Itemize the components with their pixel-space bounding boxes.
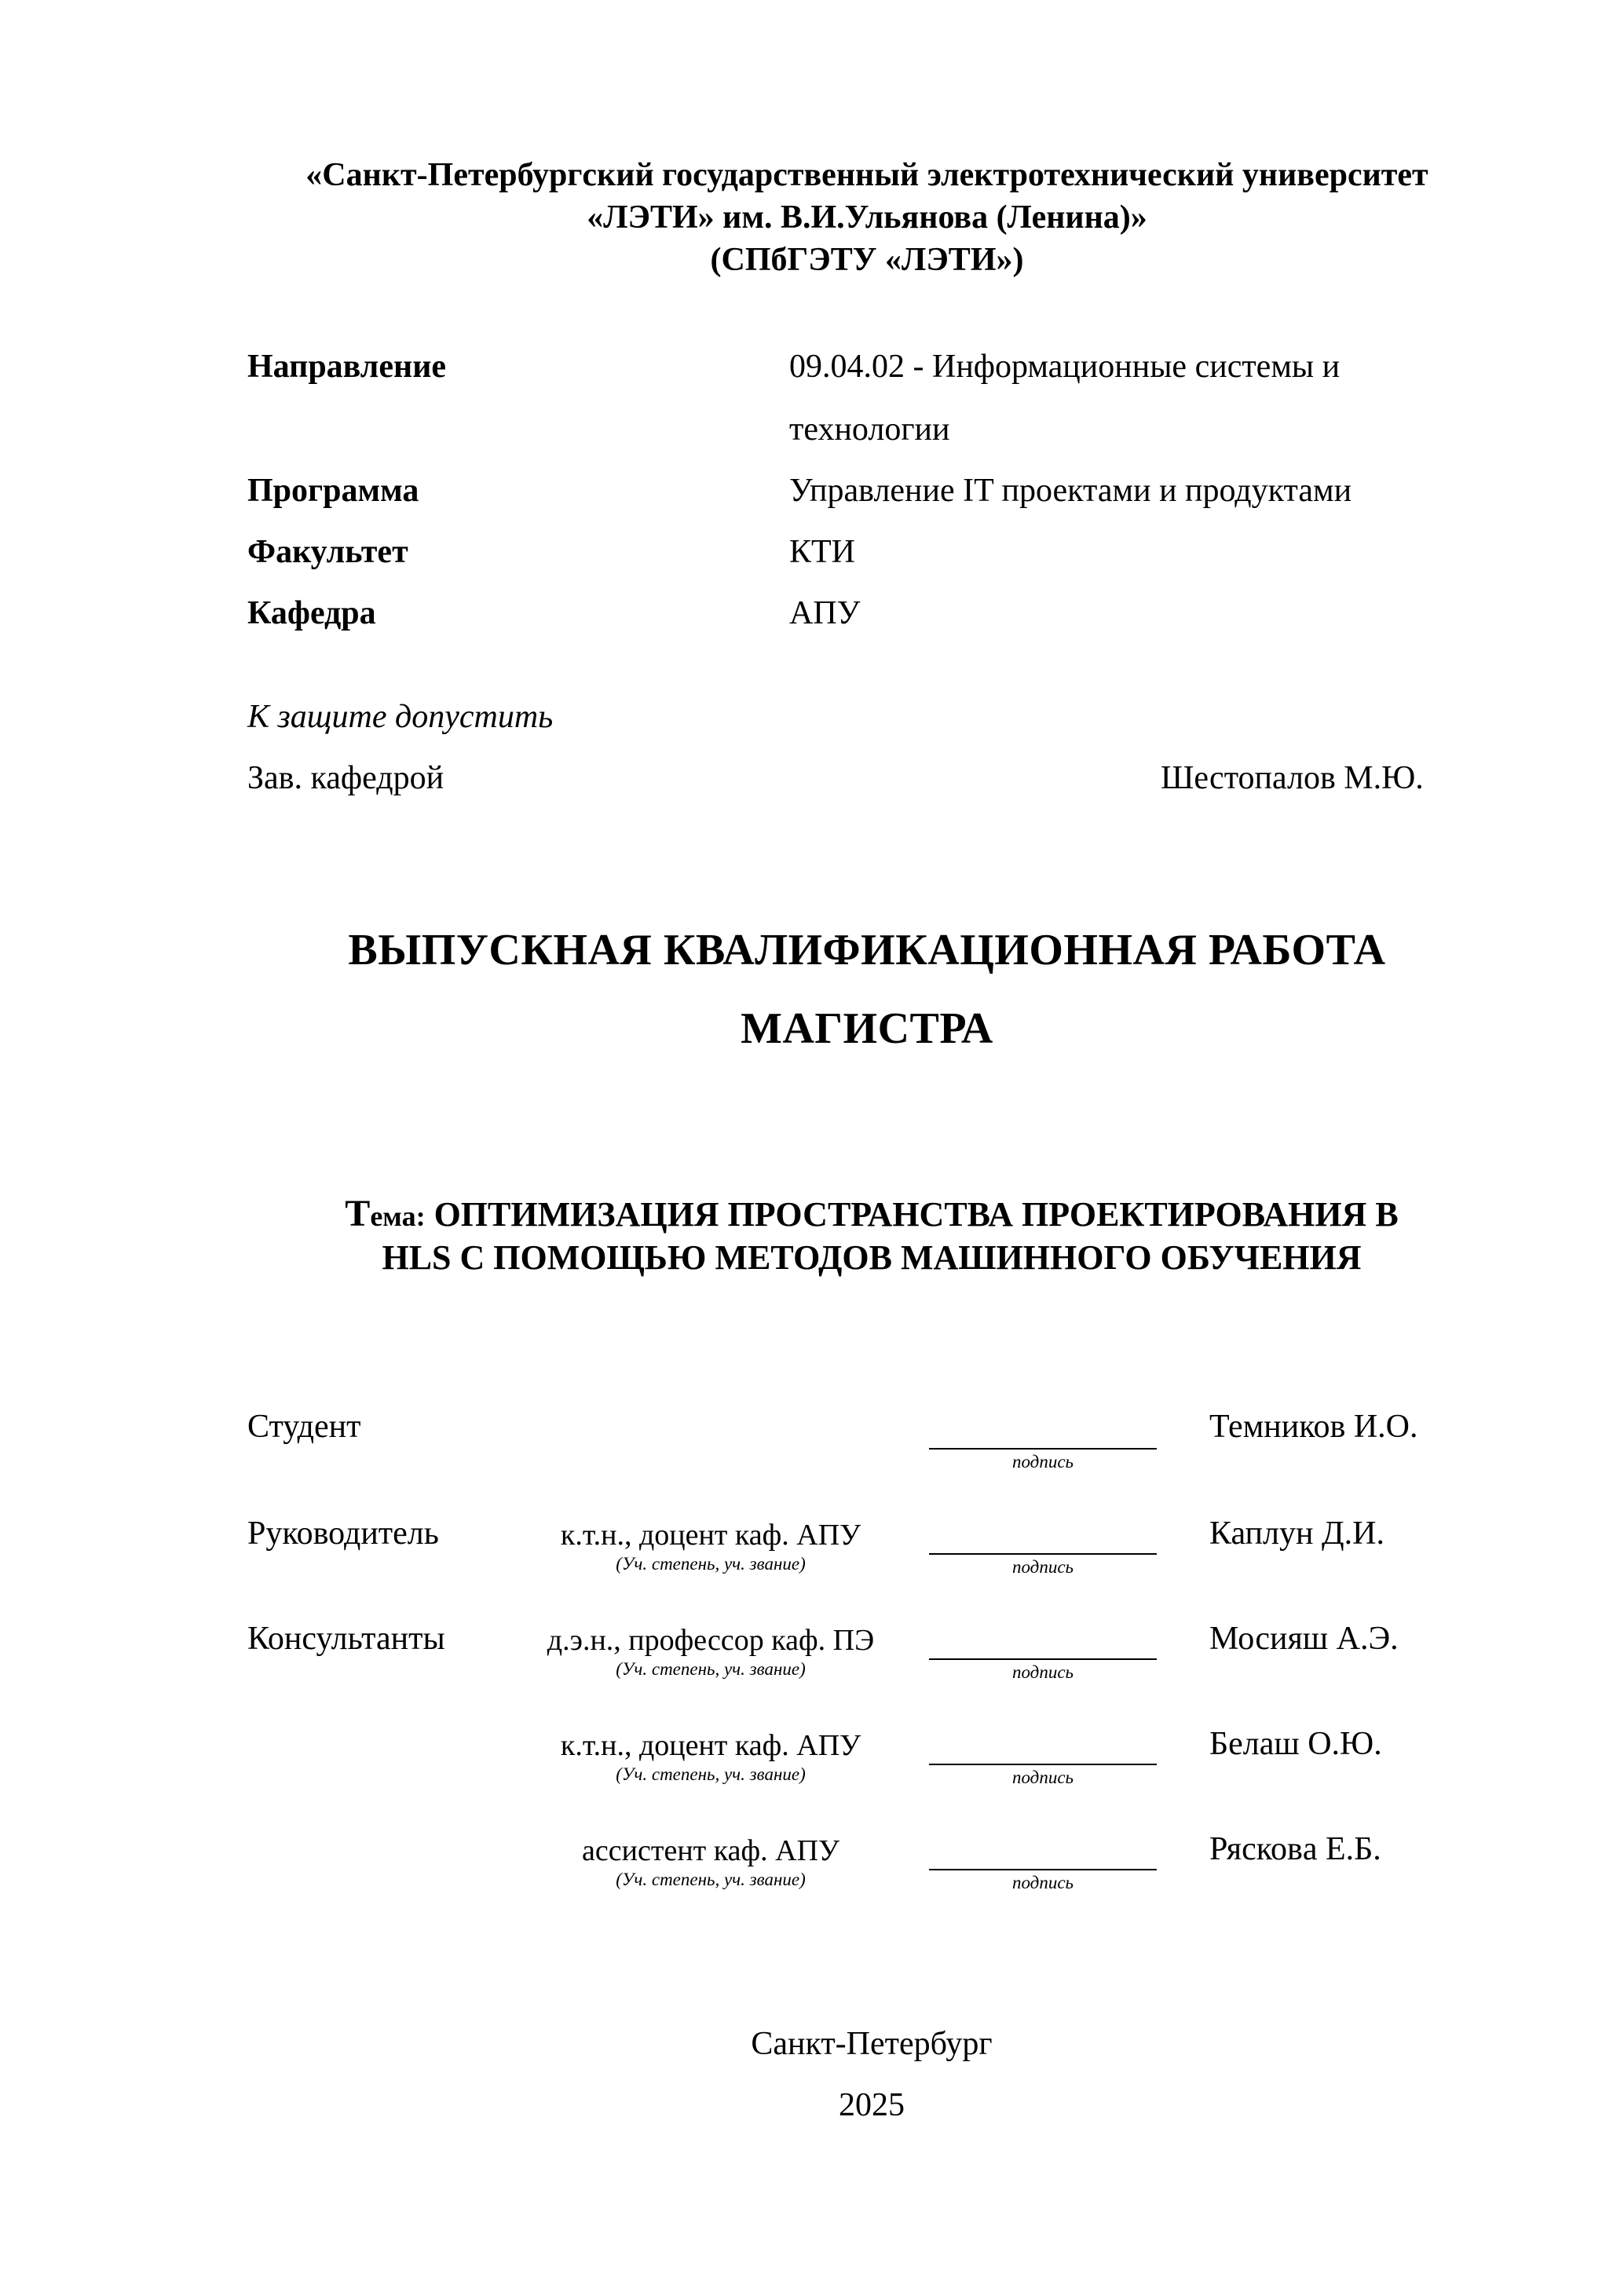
university-abbreviation: (СПбГЭТУ «ЛЭТИ») <box>710 242 1024 278</box>
degree-caption: (Уч. степень, уч. звание) <box>616 1870 806 1889</box>
document-title-line1: ВЫПУСКНАЯ КВАЛИФИКАЦИОННАЯ РАБОТА <box>348 926 1386 974</box>
signature-role: Консультанты <box>247 1621 445 1657</box>
department-label: Кафедра <box>247 595 376 631</box>
signature-person: Белаш О.Ю. <box>1209 1726 1382 1762</box>
degree-caption: (Уч. степень, уч. звание) <box>616 1764 806 1784</box>
direction-label: Направление <box>247 349 447 385</box>
head-of-department-name: Шестопалов М.Ю. <box>1161 760 1424 796</box>
signature-person: Каплун Д.И. <box>1209 1515 1384 1552</box>
direction-value-line2: технологии <box>789 411 950 448</box>
university-name-line2: «ЛЭТИ» им. В.И.Ульянова (Ленина)» <box>587 199 1147 236</box>
signature-line <box>929 1553 1157 1555</box>
signature-caption: подпись <box>1011 1557 1074 1577</box>
direction-value-line1: 09.04.02 - Информационные системы и <box>789 349 1341 385</box>
signature-caption: подпись <box>1011 1452 1074 1472</box>
program-value: Управление IT проектами и продуктами <box>789 473 1352 509</box>
admission-text: К защите допустить <box>247 699 554 735</box>
signature-line <box>929 1869 1157 1870</box>
topic-prefix-rest: ема: <box>370 1201 426 1232</box>
signature-person: Темников И.О. <box>1209 1409 1418 1445</box>
signature-line <box>929 1764 1157 1765</box>
signature-caption: подпись <box>1011 1662 1074 1682</box>
footer-city: Санкт-Петербург <box>751 2026 993 2062</box>
signature-degree: к.т.н., доцент каф. АПУ <box>560 1519 861 1552</box>
topic-line1 <box>0 1194 1624 1237</box>
document-title-line2: МАГИСТРА <box>741 1004 993 1053</box>
topic-prefix-initial: Т <box>345 1193 371 1234</box>
university-name-line1: «Санкт-Петербургский государственный электротехнический университет <box>305 157 1428 193</box>
signature-line <box>929 1448 1157 1450</box>
faculty-label: Факультет <box>247 534 408 570</box>
signature-line <box>929 1658 1157 1660</box>
signature-degree: ассистент каф. АПУ <box>582 1834 839 1867</box>
footer-year: 2025 <box>839 2087 905 2123</box>
signature-role: Руководитель <box>247 1515 439 1552</box>
faculty-value: КТИ <box>789 534 855 570</box>
topic-text-line1: ОПТИМИЗАЦИЯ ПРОСТРАНСТВА ПРОЕКТИРОВАНИЯ В <box>425 1195 1399 1234</box>
degree-caption: (Уч. степень, уч. звание) <box>616 1554 806 1574</box>
signature-role: Студент <box>247 1409 361 1445</box>
signature-person: Рясковa Е.Б. <box>1209 1831 1381 1867</box>
degree-caption: (Уч. степень, уч. звание) <box>616 1659 806 1679</box>
signature-degree: д.э.н., профессор каф. ПЭ <box>547 1624 875 1657</box>
head-of-department-label: Зав. кафедрой <box>247 760 444 796</box>
department-value: АПУ <box>789 595 861 631</box>
program-label: Программа <box>247 473 419 509</box>
signature-caption: подпись <box>1011 1873 1074 1892</box>
signature-caption: подпись <box>1011 1768 1074 1787</box>
topic-line2: HLS С ПОМОЩЬЮ МЕТОДОВ МАШИННОГО ОБУЧЕНИЯ <box>382 1238 1362 1277</box>
signature-person: Мосияш А.Э. <box>1209 1621 1399 1657</box>
signature-degree: к.т.н., доцент каф. АПУ <box>560 1729 861 1762</box>
